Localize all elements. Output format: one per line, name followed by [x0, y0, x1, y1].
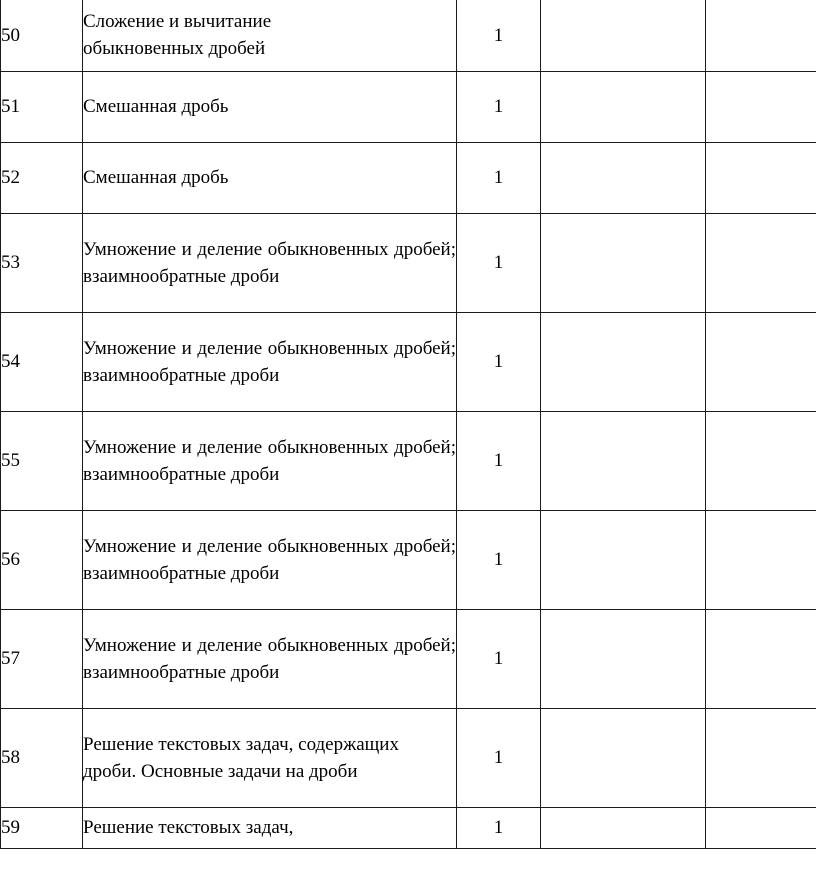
- lesson-number: 57: [1, 648, 20, 669]
- actual-date-cell: [706, 609, 816, 708]
- planned-date-cell: [541, 510, 706, 609]
- planned-date-cell: [541, 807, 706, 848]
- lesson-hours: 1: [493, 747, 504, 768]
- lesson-topic: Решение текстовых задач, содержащих дроби. Основные задачи на дроби: [83, 733, 399, 782]
- lesson-number: 56: [1, 549, 20, 570]
- lesson-hours: 1: [493, 648, 504, 669]
- actual-date-cell: [706, 708, 816, 807]
- lesson-number-cell: [1, 807, 83, 848]
- table-row: [1, 0, 816, 71]
- lesson-hours-cell: [457, 71, 541, 142]
- lesson-topic-cell: [83, 312, 457, 411]
- actual-date-cell: [706, 510, 816, 609]
- lesson-topic: Смешанная дробь: [83, 167, 229, 188]
- planned-date-cell: [541, 0, 706, 71]
- lesson-number-cell: [1, 510, 83, 609]
- actual-date-cell: [706, 0, 816, 71]
- lesson-hours: 1: [493, 549, 504, 570]
- lesson-topic: Решение текстовых задач,: [83, 817, 294, 838]
- lesson-topic: Сложение и вычитание обыкновенных дробей: [83, 11, 272, 60]
- lesson-hours-cell: [457, 807, 541, 848]
- table-row: [1, 71, 816, 142]
- lesson-number: 54: [1, 351, 20, 372]
- lesson-topic: Умножение и деление обыкновенных дробей; взаимнообратные дроби: [83, 337, 456, 386]
- table-row: [1, 213, 816, 312]
- actual-date-cell: [706, 807, 816, 848]
- planned-date-cell: [541, 312, 706, 411]
- lesson-topic-cell: [83, 609, 457, 708]
- lesson-number: 55: [1, 450, 20, 471]
- table-row: [1, 708, 816, 807]
- planned-date-cell: [541, 411, 706, 510]
- lesson-hours-cell: [457, 312, 541, 411]
- lesson-hours-cell: [457, 411, 541, 510]
- lesson-number-cell: [1, 142, 83, 213]
- actual-date-cell: [706, 71, 816, 142]
- lesson-topic: Умножение и деление обыкновенных дробей; взаимнообратные дроби: [83, 634, 456, 683]
- lesson-number-cell: [1, 708, 83, 807]
- actual-date-cell: [706, 411, 816, 510]
- lesson-number-cell: [1, 213, 83, 312]
- lesson-number-cell: [1, 411, 83, 510]
- lesson-hours: 1: [493, 24, 504, 46]
- lesson-hours-cell: [457, 142, 541, 213]
- lesson-number: 53: [1, 252, 20, 273]
- lesson-topic-cell: [83, 213, 457, 312]
- lesson-hours-cell: [457, 510, 541, 609]
- planned-date-cell: [541, 708, 706, 807]
- lesson-hours-cell: [457, 609, 541, 708]
- planned-date-cell: [541, 213, 706, 312]
- lesson-topic: Смешанная дробь: [83, 96, 229, 117]
- lesson-number: 58: [1, 747, 20, 768]
- table-row: [1, 312, 816, 411]
- planned-date-cell: [541, 609, 706, 708]
- lesson-topic: Умножение и деление обыкновенных дробей; взаимнообратные дроби: [83, 238, 456, 287]
- lesson-hours-cell: [457, 0, 541, 71]
- lesson-number: 59: [1, 817, 20, 838]
- lesson-number: 50: [1, 24, 20, 46]
- lesson-number-cell: [1, 71, 83, 142]
- lesson-topic-cell: [83, 510, 457, 609]
- lesson-topic-cell: [83, 708, 457, 807]
- lesson-hours: 1: [493, 252, 504, 273]
- lesson-topic-cell: [83, 142, 457, 213]
- lesson-topic: Умножение и деление обыкновенных дробей; взаимнообратные дроби: [83, 535, 456, 584]
- lesson-topic-cell: [83, 411, 457, 510]
- lesson-hours: 1: [493, 817, 504, 838]
- lesson-hours: 1: [493, 96, 504, 117]
- lesson-number-cell: [1, 312, 83, 411]
- lesson-hours-cell: [457, 213, 541, 312]
- table-row: [1, 411, 816, 510]
- lesson-hours: 1: [493, 450, 504, 471]
- planned-date-cell: [541, 142, 706, 213]
- table-row: [1, 510, 816, 609]
- lesson-plan-body: [1, 0, 816, 848]
- lesson-number: 51: [1, 96, 20, 117]
- lesson-hours: 1: [493, 167, 504, 188]
- table-row: [1, 807, 816, 848]
- lesson-number-cell: [1, 0, 83, 71]
- table-row: [1, 609, 816, 708]
- lesson-topic-cell: [83, 71, 457, 142]
- lesson-number: 52: [1, 167, 20, 188]
- lesson-number-cell: [1, 609, 83, 708]
- lesson-topic: Умножение и деление обыкновенных дробей; взаимнообратные дроби: [83, 436, 456, 485]
- lesson-topic-cell: [83, 0, 457, 71]
- table-row: [1, 142, 816, 213]
- lesson-hours-cell: [457, 708, 541, 807]
- planned-date-cell: [541, 71, 706, 142]
- lesson-topic-cell: [83, 807, 457, 848]
- lesson-hours: 1: [493, 351, 504, 372]
- actual-date-cell: [706, 142, 816, 213]
- actual-date-cell: [706, 312, 816, 411]
- actual-date-cell: [706, 213, 816, 312]
